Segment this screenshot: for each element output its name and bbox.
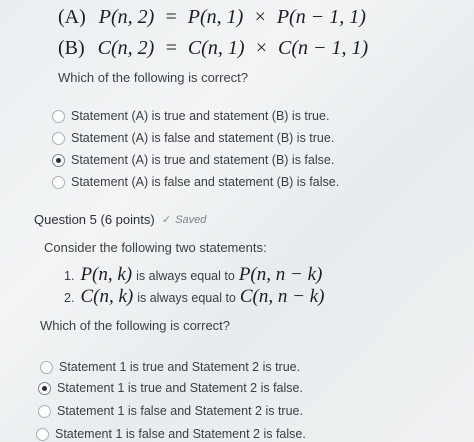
saved-status bbox=[162, 213, 206, 226]
q5-prompt: Which of the following is correct? bbox=[40, 318, 231, 333]
statement-1-right: P(n, n − k) bbox=[238, 264, 323, 285]
q4-option-3-label: Statement (A) is true and statement (B) is false. bbox=[71, 153, 335, 167]
statement-a-label: (A) bbox=[58, 6, 86, 28]
q5-statement-2 bbox=[64, 286, 324, 308]
saved-label: Saved bbox=[175, 213, 207, 226]
statement-1-left: P(n, k) bbox=[80, 264, 133, 285]
q4-option-3[interactable] bbox=[52, 153, 334, 167]
q4-prompt: Which of the following is correct? bbox=[58, 70, 249, 85]
radio-icon[interactable] bbox=[52, 176, 65, 189]
statement-b bbox=[58, 37, 368, 60]
q5-option-2-label: Statement 1 is true and Statement 2 is false. bbox=[57, 381, 303, 395]
q5-option-1-label: Statement 1 is true and Statement 2 is true. bbox=[59, 360, 301, 374]
q5-option-3[interactable] bbox=[38, 404, 303, 418]
q4-option-1-label: Statement (A) is true and statement (B) is true. bbox=[71, 109, 330, 123]
question-5-title bbox=[34, 212, 155, 227]
statement-1-middle: is always equal to bbox=[136, 269, 235, 283]
check-icon: ✓ bbox=[162, 214, 172, 226]
radio-icon[interactable] bbox=[52, 132, 65, 145]
statement-a bbox=[58, 6, 366, 29]
list-number: 1. bbox=[64, 269, 75, 283]
radio-icon[interactable] bbox=[36, 428, 49, 441]
statement-2-right: C(n, n − k) bbox=[239, 286, 325, 307]
statement-a-math: P(n, 2) = P(n, 1) × P(n − 1, 1) bbox=[98, 6, 366, 28]
statement-2-left: C(n, k) bbox=[80, 286, 134, 307]
statement-2-middle: is always equal to bbox=[137, 291, 236, 305]
q5-option-4[interactable] bbox=[36, 427, 306, 441]
q4-option-4-label: Statement (A) is false and statement (B) is false. bbox=[71, 175, 340, 189]
q4-option-2-label: Statement (A) is false and statement (B) is true. bbox=[71, 131, 335, 145]
q5-option-1[interactable] bbox=[40, 360, 300, 374]
list-number: 2. bbox=[64, 291, 75, 305]
question-5-points: (6 points) bbox=[100, 212, 155, 227]
q5-intro: Consider the following two statements: bbox=[44, 240, 267, 255]
statement-b-label: (B) bbox=[58, 37, 85, 59]
q4-option-1[interactable] bbox=[52, 109, 329, 123]
q5-option-3-label: Statement 1 is false and Statement 2 is true. bbox=[57, 404, 303, 418]
q4-option-2[interactable] bbox=[52, 131, 334, 145]
q5-statement-1 bbox=[64, 264, 322, 286]
q5-option-4-label: Statement 1 is false and Statement 2 is false. bbox=[55, 427, 306, 441]
radio-icon[interactable] bbox=[38, 405, 51, 418]
radio-icon[interactable] bbox=[40, 361, 53, 374]
question-5-label: Question 5 bbox=[34, 212, 97, 227]
q4-option-4[interactable] bbox=[52, 175, 339, 189]
q5-option-2[interactable] bbox=[38, 381, 303, 395]
radio-icon[interactable] bbox=[52, 110, 65, 123]
statement-b-math: C(n, 2) = C(n, 1) × C(n − 1, 1) bbox=[97, 37, 369, 59]
radio-icon[interactable] bbox=[52, 154, 65, 167]
radio-icon[interactable] bbox=[38, 382, 51, 395]
